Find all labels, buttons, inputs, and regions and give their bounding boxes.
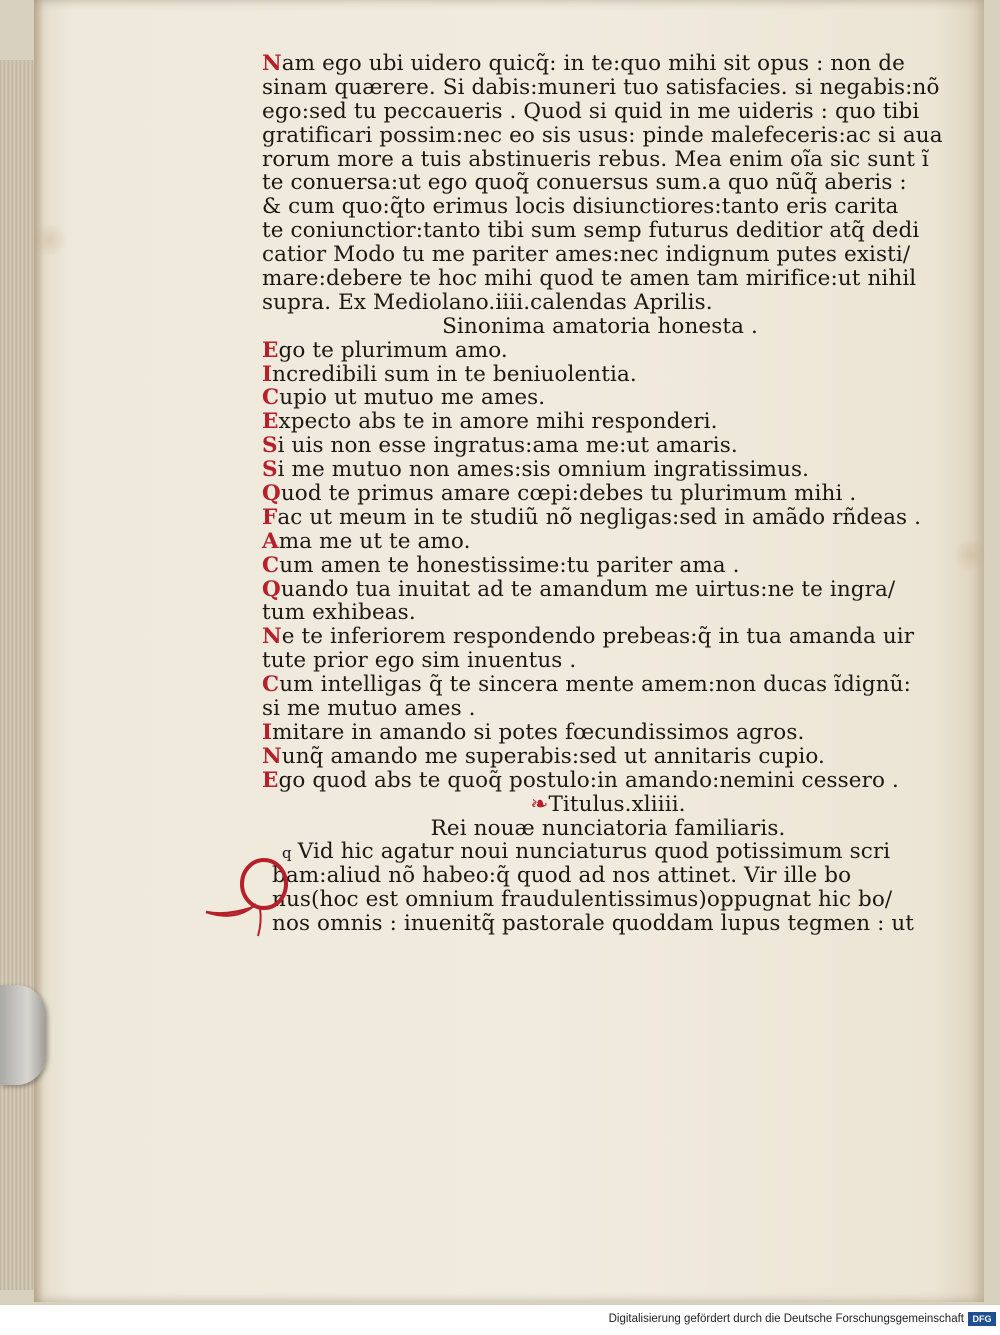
paper-stain [30, 225, 70, 255]
line-text: bam:aliud nõ habeo:q̃ quod ad nos attinet. Vir ille bo [272, 863, 852, 889]
synonym-list [262, 337, 922, 793]
rubricated-capital: N [262, 624, 282, 650]
line-text: ncredibili sum in te beniuolentia. [272, 361, 637, 387]
line-text: mitare in amando si potes fœcundissimos agros. [272, 719, 805, 745]
text-line [262, 195, 902, 219]
text-line [262, 888, 902, 912]
line-text: am ego ubi uidero quicq̃: in te:quo mihi sit opus : non de [281, 51, 905, 76]
text-line [262, 840, 902, 864]
footer-bar [0, 1305, 1000, 1335]
line-text: ma me ut te amo. [278, 528, 471, 554]
funding-notice: Digitalisierung gefördert durch die Deutsche Forschungsgemeinschaft [608, 1313, 964, 1325]
rubricated-capital: I [262, 361, 273, 387]
line-text: rorum more a tuis abstinueris rebus. Mea enim oĩa sic sunt ĩ [262, 146, 929, 172]
text-line [262, 74, 940, 100]
line-text: tum exhibeas. [262, 600, 416, 626]
rubricated-capital: N [262, 743, 282, 769]
text-line [262, 911, 915, 937]
text-line [262, 697, 902, 721]
text-line [262, 649, 902, 673]
text-line [262, 266, 917, 292]
line-text: si me mutuo ames . [262, 696, 476, 722]
text-line [262, 122, 943, 148]
dfg-logo: DFG [968, 1312, 996, 1326]
rubricated-capital: E [262, 409, 279, 435]
text-line [262, 672, 911, 698]
text-line [262, 339, 902, 363]
line-text: um amen te honestissime:tu pariter ama . [279, 552, 740, 578]
text-line [262, 170, 907, 196]
line-text: e te inferiorem respondendo prebeas:q̃ in tua amanda uir [281, 624, 915, 650]
line-text: nos omnis : inuenitq̃ pastorale quoddam lupus tegmen : ut [272, 911, 915, 937]
text-line [262, 745, 902, 769]
line-text: upio ut mutuo me ames. [279, 385, 546, 411]
line-text: ego:sed tu peccaueris . Quod si quid in me uideris : quo tibi [262, 98, 920, 124]
text-line [262, 578, 902, 602]
text-line [262, 363, 902, 387]
decorated-initial-q [196, 852, 306, 942]
text-line [262, 864, 902, 888]
line-text: gratificari possim:nec eo sis usus: pinde malefeceris:ac si aua [262, 122, 943, 148]
titulus-heading: ❧Titulus.xliiii. [530, 791, 686, 817]
line-text: tute prior ego sim inuentus . [262, 648, 577, 674]
line-text: te conuersa:ut ego quoq̃ conuersus sum.a quo nũq̃ aberis : [262, 170, 907, 196]
text-line [262, 51, 905, 76]
rubricated-capital: N [262, 51, 282, 76]
line-text: Vid hic agatur noui nunciaturus quod potissimum scri [297, 839, 891, 865]
line-text: i me mutuo non ames:sis omnium ingratissimus. [277, 457, 810, 483]
paper-stain [955, 535, 985, 575]
rubricated-capital: S [262, 457, 278, 483]
line-text: uando tua inuitat ad te amandum me uirtus:ne te ingra/ [280, 576, 896, 602]
text-line [262, 242, 911, 268]
text-line [262, 554, 902, 578]
text-line [262, 504, 922, 530]
line-text: & cum quo:q̃to erimus locis disiunctiores:tanto eris carita [262, 194, 899, 220]
guide-letter: q [282, 844, 292, 863]
line-text: unq̃ amando me superabis:sed ut annitaris cupio. [281, 743, 825, 769]
line-text: uod te primus amare cœpi:debes tu plurimum mihi . [280, 481, 857, 507]
line-text: um intelligas q̃ te sincera mente amem:non ducas ĩdignũ: [279, 672, 911, 698]
rubricated-capital: I [262, 719, 273, 745]
text-line [262, 530, 902, 554]
text-line [262, 146, 929, 172]
line-text: supra. Ex Mediolano.iiii.calendas Aprilis. [262, 289, 713, 315]
section-heading: Sinonima amatoria honesta . [442, 313, 758, 339]
section-heading-2: Rei nouæ nunciatoria familiaris. [430, 815, 786, 841]
text-line [262, 410, 902, 434]
text-block [262, 51, 943, 937]
rubricated-capital: C [262, 672, 280, 698]
line-text: i uis non esse ingratus:ama me:ut amaris. [277, 433, 738, 459]
text-line [262, 601, 902, 625]
line-text: go quod abs te quoq̃ postulo:in amando:nemini cessero . [278, 767, 899, 793]
line-text: go te plurimum amo. [278, 337, 508, 363]
news-paragraph [262, 839, 915, 937]
line-text: catior Modo tu me pariter ames:nec indignum putes existi/ [262, 242, 911, 268]
rubricated-capital: C [262, 552, 280, 578]
text-line [262, 624, 915, 650]
line-text: sinam quærere. Si dabis:muneri tuo satisfacies. si negabis:nõ [262, 74, 940, 100]
rubricated-capital: E [262, 767, 279, 793]
text-line [262, 291, 902, 315]
line-text: mare:debere te hoc mihi quod te amen tam mirifice:ut nihil [262, 266, 917, 292]
text-line [262, 458, 902, 482]
text-line [262, 721, 902, 745]
rubricated-capital: A [262, 528, 279, 554]
text-line [262, 482, 902, 506]
rubricated-capital: E [262, 337, 279, 363]
line-text: te coniunctior:tanto tibi sum semp futurus deditior atq̃ dedi [262, 218, 920, 244]
text-line [262, 98, 920, 124]
line-text: nus(hoc est omnium fraudulentissimus)oppugnat hic bo/ [272, 887, 893, 913]
text-line [262, 386, 902, 410]
text-line [262, 218, 920, 244]
text-line [262, 769, 902, 793]
rubricated-capital: C [262, 385, 280, 411]
line-text: ac ut meum in te studiũ nõ negligas:sed in amãdo rñdeas . [277, 504, 922, 530]
rubricated-capital: Q [262, 481, 281, 507]
text-line [262, 434, 902, 458]
page-clip [0, 985, 46, 1085]
rubricated-capital: S [262, 433, 278, 459]
line-text: xpecto abs te in amore mihi responderi. [278, 409, 718, 435]
rubricated-capital: Q [262, 576, 281, 602]
letter-paragraph [262, 51, 943, 315]
rubricated-capital: F [262, 504, 278, 530]
